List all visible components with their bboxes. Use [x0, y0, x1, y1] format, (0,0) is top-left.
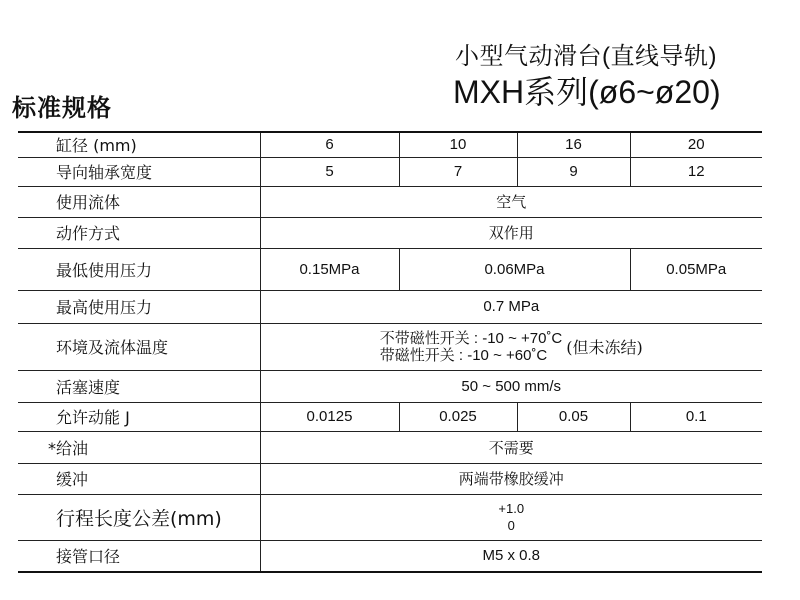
energy-value: 0.1: [630, 402, 762, 431]
row-label-min-pressure: 最低使用压力: [18, 248, 260, 290]
row-label-fluid: 使用流体: [18, 186, 260, 217]
port-size-value: M5 x 0.8: [260, 540, 762, 572]
table-row-fluid: [18, 186, 762, 217]
stroke-tolerance-lower: 0: [507, 518, 515, 533]
guide-width-value: 12: [630, 157, 762, 186]
energy-value: 0.025: [399, 402, 517, 431]
table-row-port-size: [18, 540, 762, 572]
spec-table: [18, 131, 762, 573]
temperature-note: (但未冻结): [566, 338, 643, 357]
bore-value-10: 10: [399, 132, 517, 157]
row-label-cushion: 缓冲: [18, 463, 260, 494]
row-label-action: 动作方式: [18, 217, 260, 248]
energy-value: 0.05: [517, 402, 630, 431]
bore-value-6: 6: [260, 132, 399, 157]
table-row-guide-bearing-width: [18, 157, 762, 186]
cushion-value: 两端带橡胶缓冲: [260, 463, 762, 494]
min-pressure-value: 0.15MPa: [260, 248, 399, 290]
fluid-value: 空气: [260, 186, 762, 217]
series-title: MXH系列(ø6~ø20): [453, 74, 721, 110]
table-row-cushion: [18, 463, 762, 494]
row-label-allowable-energy: 允许动能 J: [18, 402, 260, 431]
row-label-piston-speed: 活塞速度: [18, 370, 260, 402]
table-row-max-pressure: [18, 290, 762, 323]
row-label-bore: 缸径 (mm): [18, 132, 260, 157]
row-label-stroke-tolerance: 行程长度公差(mm): [18, 494, 260, 540]
guide-width-value: 9: [517, 157, 630, 186]
row-label-port-size: 接管口径: [18, 540, 260, 572]
guide-width-value: 5: [260, 157, 399, 186]
piston-speed-value: 50 ~ 500 mm/s: [260, 370, 762, 402]
row-label-max-pressure: 最高使用压力: [18, 290, 260, 323]
table-row-action: [18, 217, 762, 248]
table-row-allowable-energy: [18, 402, 762, 431]
table-row-min-pressure: [18, 248, 762, 290]
lubrication-value: 不需要: [260, 431, 762, 463]
stroke-tolerance-cell: [260, 494, 762, 540]
bore-value-20: 20: [630, 132, 762, 157]
temperature-cell: [260, 323, 762, 370]
table-row-piston-speed: [18, 370, 762, 402]
temperature-with-switch: 带磁性开关 : -10 ~ +60˚C: [379, 346, 548, 364]
action-value: 双作用: [260, 217, 762, 248]
energy-value: 0.0125: [260, 402, 399, 431]
guide-width-value: 7: [399, 157, 517, 186]
bore-value-16: 16: [517, 132, 630, 157]
table-row-stroke-tolerance: [18, 494, 762, 540]
table-row-temperature: [18, 323, 762, 370]
table-row-bore: [18, 132, 762, 157]
row-label-lubrication: *给油: [18, 431, 260, 463]
row-label-guide-bearing-width: 导向轴承宽度: [18, 157, 260, 186]
temperature-without-switch: 不带磁性开关 : -10 ~ +70˚C: [379, 329, 563, 347]
max-pressure-value: 0.7 MPa: [260, 290, 762, 323]
row-label-temperature: 环境及流体温度: [18, 323, 260, 370]
stroke-tolerance-upper: +1.0: [498, 501, 525, 516]
section-title: 标准规格: [12, 95, 112, 122]
min-pressure-value: 0.05MPa: [630, 248, 762, 290]
product-title: 小型气动滑台(直线导轨): [455, 43, 717, 70]
min-pressure-value: 0.06MPa: [399, 248, 630, 290]
table-row-lubrication: [18, 431, 762, 463]
